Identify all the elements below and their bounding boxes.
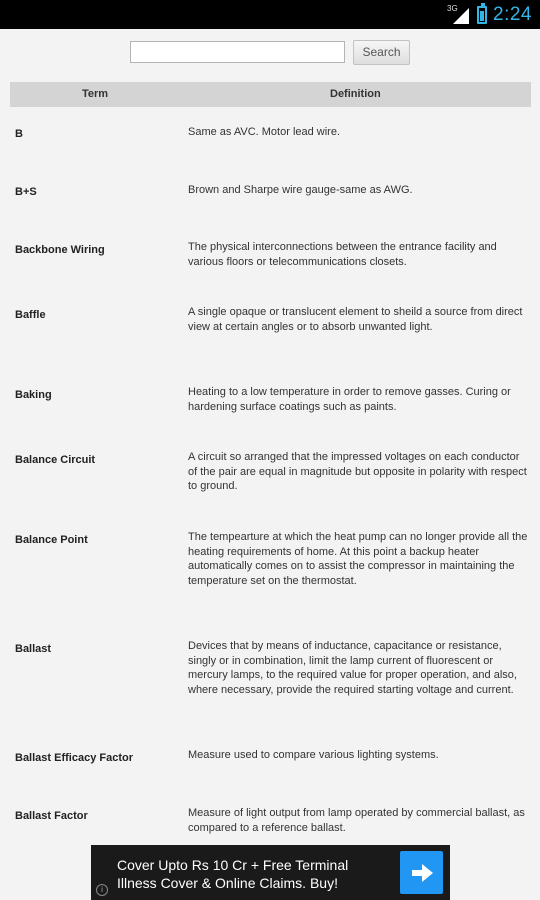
arrow-right-icon xyxy=(410,863,434,883)
term-cell: Backbone Wiring xyxy=(15,244,105,256)
ad-arrow-button[interactable] xyxy=(400,851,443,894)
term-cell: Balance Circuit xyxy=(15,454,96,466)
term-cell: Ballast xyxy=(15,643,52,655)
status-icons xyxy=(449,0,532,29)
definition-cell: A circuit so arranged that the impressed voltages on each conductor of the pair are equal in magnitude but opposite in polarity with respect to ground. xyxy=(188,451,527,493)
definition-cell: Devices that by means of inductance, capacitance or resistance, singly or in combination, limit the lamp current of fluorescent or mercury lamps, to the required value for proper operation, and also, where necessary, provide the required starting voltage and current. xyxy=(188,640,517,697)
definition-cell: Same as AVC. Motor lead wire. xyxy=(188,126,341,138)
definition-cell: The physical interconnections between the entrance facility and various floors or telecommunications closets. xyxy=(188,241,497,268)
definition-cell: Measure used to compare various lighting systems. xyxy=(188,749,439,761)
term-cell: Balance Point xyxy=(15,534,88,546)
definition-cell: Measure of light output from lamp operated by commercial ballast, as compared to a reference ballast. xyxy=(188,807,525,834)
battery-icon xyxy=(477,6,487,24)
column-header-term: Term xyxy=(82,88,109,100)
search-input[interactable] xyxy=(130,41,345,63)
ad-banner[interactable] xyxy=(91,845,450,900)
definition-cell: Heating to a low temperature in order to remove gasses. Curing or hardening surface coatings such as paints. xyxy=(188,386,511,413)
ad-info-icon[interactable]: i xyxy=(96,884,108,896)
term-cell: B xyxy=(15,128,23,140)
status-bar xyxy=(0,0,540,29)
table-header xyxy=(10,82,531,107)
term-cell: Ballast Efficacy Factor xyxy=(15,752,133,764)
definition-cell: The tempearture at which the heat pump can no longer provide all the heating requirements of home. At this point a backup heater automatically comes on to assist the compressor in maintaining the temperature set on the thermostat. xyxy=(188,531,528,588)
search-bar xyxy=(0,29,540,76)
column-header-definition: Definition xyxy=(330,88,381,100)
definition-cell: Brown and Sharpe wire gauge-same as AWG. xyxy=(188,184,413,196)
term-cell: B+S xyxy=(15,186,37,198)
definition-cell: A single opaque or translucent element to sheild a source from direct view at certain angles or to absorb unwanted light. xyxy=(188,306,523,333)
term-cell: Ballast Factor xyxy=(15,810,88,822)
ad-text[interactable]: Cover Upto Rs 10 Cr + Free Terminal Illness Cover & Online Claims. Buy! xyxy=(117,857,349,891)
term-cell: Baffle xyxy=(15,309,46,321)
term-cell: Baking xyxy=(15,389,52,401)
signal-icon xyxy=(449,5,471,25)
network-type-label: 3G xyxy=(447,3,458,13)
search-button[interactable]: Search xyxy=(353,40,410,65)
clock: 2:24 xyxy=(493,3,532,25)
